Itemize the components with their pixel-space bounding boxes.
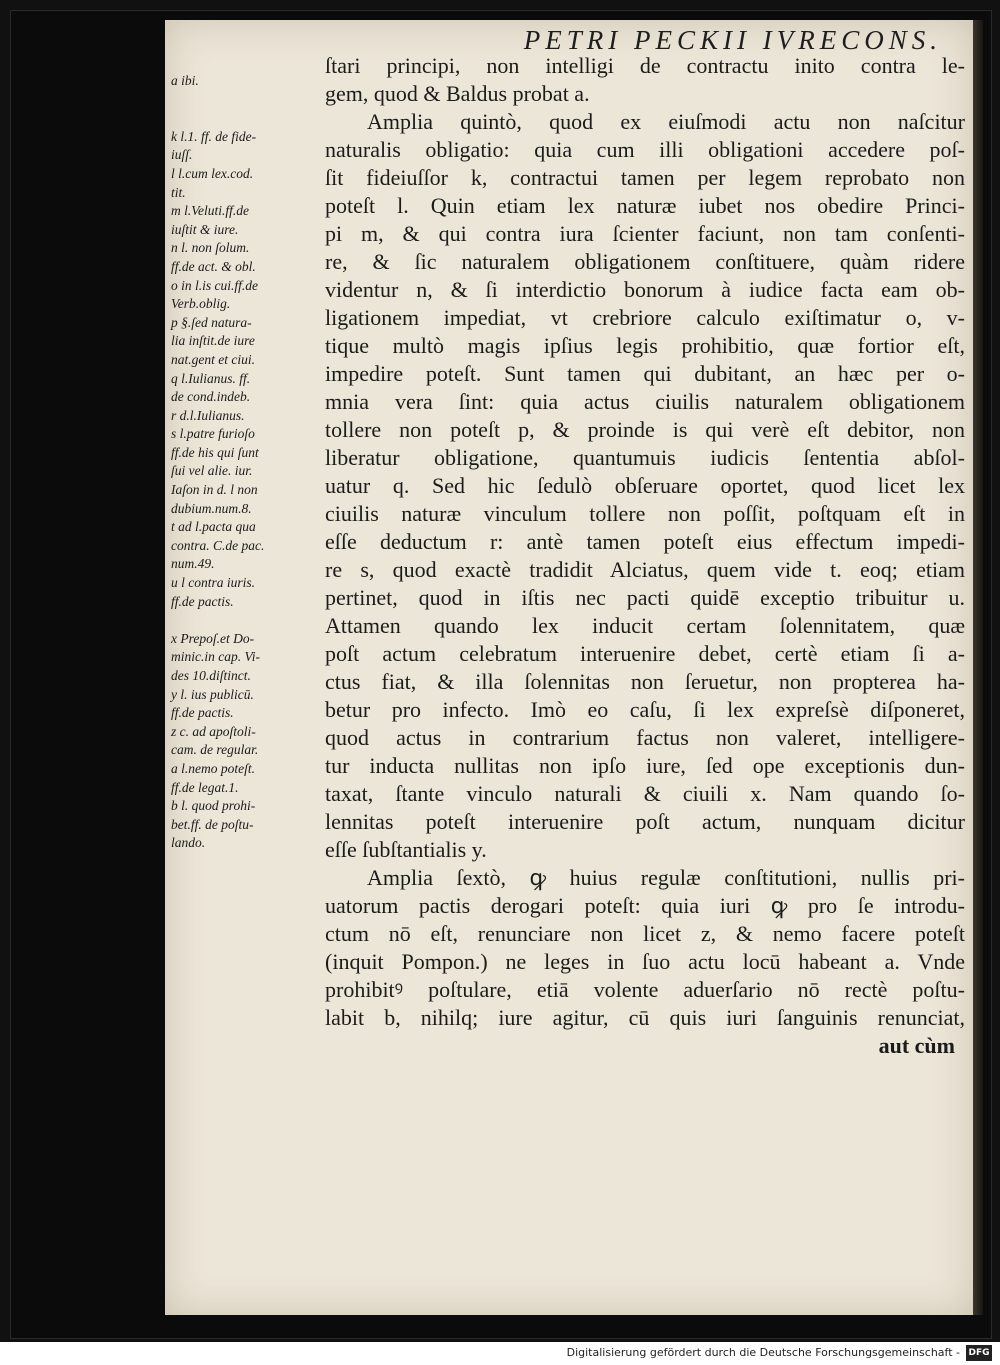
margin-note: m l.Veluti.ff.de <box>171 203 249 219</box>
body-text <box>325 52 965 1060</box>
margin-note: y l. ius publicū. <box>171 686 254 702</box>
text-line: Amplia ſextò, ꝙ huius regulæ conſtitutioni, nullis pri- <box>367 865 965 890</box>
text-line: uatorum pactis derogari poteſt: quia iuri ꝙ pro ſe introdu- <box>325 893 965 918</box>
margin-note: a ibi. <box>171 73 199 88</box>
margin-note: r d.l.Iulianus. <box>171 407 245 423</box>
text-line: ciuilis naturæ vinculum tollere non poſſit, poſtquam eſt in <box>325 501 965 526</box>
margin-note: q l.Iulianus. ff. <box>171 370 251 386</box>
text-line: taxat, ſtante vinculo naturali & ciuili x. Nam quando ſo- <box>325 781 965 806</box>
margin-note: k l.1. ff. de fide- <box>171 128 257 144</box>
margin-note: cam. de regular. <box>171 742 259 758</box>
margin-note: ff.de pactis. <box>171 705 234 721</box>
margin-note: u l contra iuris. <box>171 575 256 591</box>
margin-notes <box>171 72 331 853</box>
text-line: Attamen quando lex inducit certam ſolennitatem, quæ <box>325 613 965 638</box>
book-page <box>165 20 973 1315</box>
text-line: impedire poteſt. Sunt tamen qui dubitant, an hæc per o- <box>325 361 965 386</box>
margin-note: p §.ſed natura- <box>171 314 252 330</box>
text-line: lennitas poteſt interuenire poſt actum, nunquam dicitur <box>325 809 965 834</box>
text-line: eſſe ſubſtantialis y. <box>325 837 487 862</box>
text-line: ctus fiat, & illa ſolennitas non ſeruetur, non propterea ha- <box>325 669 965 694</box>
margin-note: o in l.is cui.ff.de <box>171 277 258 293</box>
margin-note: contra. C.de pac. <box>171 537 265 553</box>
text-line: liberatur obligatione, quantumuis iudicis ſententia abſol- <box>325 445 965 470</box>
text-line: mnia vera ſint: quia actus ciuilis naturalem obligationem <box>325 389 965 414</box>
text-line: betur pro infecto. Imò eo caſu, ſi lex expreſsè diſponeret, <box>325 697 965 722</box>
text-line: ſit fideiuſſor k, contractui tamen per legem reprobato non <box>325 165 965 190</box>
margin-note: t ad l.pacta qua <box>171 519 256 535</box>
margin-note: bet.ff. de poſtu- <box>171 816 254 832</box>
margin-note: a l.nemo poteſt. <box>171 760 255 776</box>
running-head: PETRI PECKII IVRECONS. <box>523 25 942 55</box>
text-line: videntur n, & ſi interdictio bonorum à iudice facta eam ob- <box>325 277 965 302</box>
margin-note: iuſſ. <box>171 147 193 163</box>
margin-note <box>171 91 331 110</box>
margin-note: tit. <box>171 184 186 200</box>
margin-note: n l. non ſolum. <box>171 240 250 256</box>
margin-note: Verb.oblig. <box>171 296 231 312</box>
margin-note: de cond.indeb. <box>171 389 251 405</box>
footer-bar <box>0 1342 1000 1365</box>
text-line: ctum nō eſt, renunciare non licet z, & nemo facere poteſt <box>325 921 965 946</box>
text-line: tollere non poteſt p, & proinde is qui verè eſt debitor, non <box>325 417 965 442</box>
text-line: ſtari principi, non intelligi de contractu inito contra le- <box>325 53 965 78</box>
margin-note: num.49. <box>171 556 215 572</box>
margin-note: ff.de act. & obl. <box>171 258 256 274</box>
dfg-logo: DFG <box>966 1345 992 1361</box>
text-line: aut cùm <box>878 1033 955 1058</box>
text-line: naturalis obligatio: quia cum illi obligationi accedere poſ- <box>325 137 965 162</box>
footer-credit: Digitalisierung gefördert durch die Deutsche Forschungsgemeinschaft - <box>566 1346 960 1359</box>
text-line: (inquit Pompon.) ne leges in ſuo actu locū habeant a. Vnde <box>325 949 965 974</box>
margin-note: x Prepoſ.et Do- <box>171 630 255 646</box>
margin-note: ff.de legat.1. <box>171 779 239 795</box>
text-line: gem, quod & Baldus probat a. <box>325 81 590 106</box>
margin-note: nat.gent et ciui. <box>171 351 255 367</box>
text-line: tique multò magis ipſius legis prohibitio, quæ fortior eſt, <box>325 333 965 358</box>
text-line: uatur q. Sed hic ſedulò obſeruare oportet, quod licet lex <box>325 473 965 498</box>
text-line: pertinet, quod in iſtis nec pacti quidē exceptio tribuitur u. <box>325 585 965 610</box>
text-line: eſſe deductum r: antè tamen poteſt eius effectum impedi- <box>325 529 965 554</box>
margin-note: ff.de pactis. <box>171 593 234 609</box>
text-line: pi m, & qui contra iura ſcienter faciunt, non tam conſenti- <box>325 221 965 246</box>
page-edge <box>973 20 983 1315</box>
margin-note <box>171 109 331 128</box>
margin-note: l l.cum lex.cod. <box>171 165 254 181</box>
margin-note: des 10.diſtinct. <box>171 668 251 683</box>
text-line: poteſt l. Quin etiam lex naturæ iubet nos obedire Princi- <box>325 193 965 218</box>
margin-note: Iaſon in d. l non <box>171 482 258 498</box>
margin-note: b l. quod prohi- <box>171 798 256 814</box>
margin-note: dubium.num.8. <box>171 500 252 516</box>
margin-note: s l.patre furioſo <box>171 426 255 442</box>
text-line: re s, quod exactè tradidit Alciatus, quem vide t. eoq; etiam <box>325 557 965 582</box>
margin-note: iuſtit & iure. <box>171 221 239 237</box>
text-line: prohibitꝰ poſtulare, etiā volente aduerſario nō rectè poſtu- <box>325 977 965 1002</box>
text-line: tur inducta nullitas non ipſo iure, ſed ope exceptionis dun- <box>325 753 965 778</box>
text-line: re, & ſic naturalem obligationem conſtituere, quàm ridere <box>325 249 965 274</box>
text-line: poſt actum celebratum interuenire debet, certè etiam ſi a- <box>325 641 965 666</box>
text-line: labit b, nihilq; iure agitur, cū quis iuri ſanguinis renunciat, <box>325 1005 965 1030</box>
margin-note: minic.in cap. Vi- <box>171 649 260 665</box>
text-line: ligationem impediat, vt crebriore calculo exiſtimatur o, v- <box>325 305 965 330</box>
margin-note: lia inſtit.de iure <box>171 333 255 349</box>
text-line: Amplia quintò, quod ex eiuſmodi actu non naſcitur <box>367 109 965 134</box>
margin-note: ſui vel alie. iur. <box>171 463 253 479</box>
margin-note: z c. ad apoſtoli- <box>171 723 256 739</box>
margin-note: lando. <box>171 835 206 851</box>
margin-note: ff.de his qui ſunt <box>171 444 259 460</box>
margin-note <box>171 611 331 630</box>
text-line: quod actus in contrarium factus non valeret, intelligere- <box>325 725 965 750</box>
